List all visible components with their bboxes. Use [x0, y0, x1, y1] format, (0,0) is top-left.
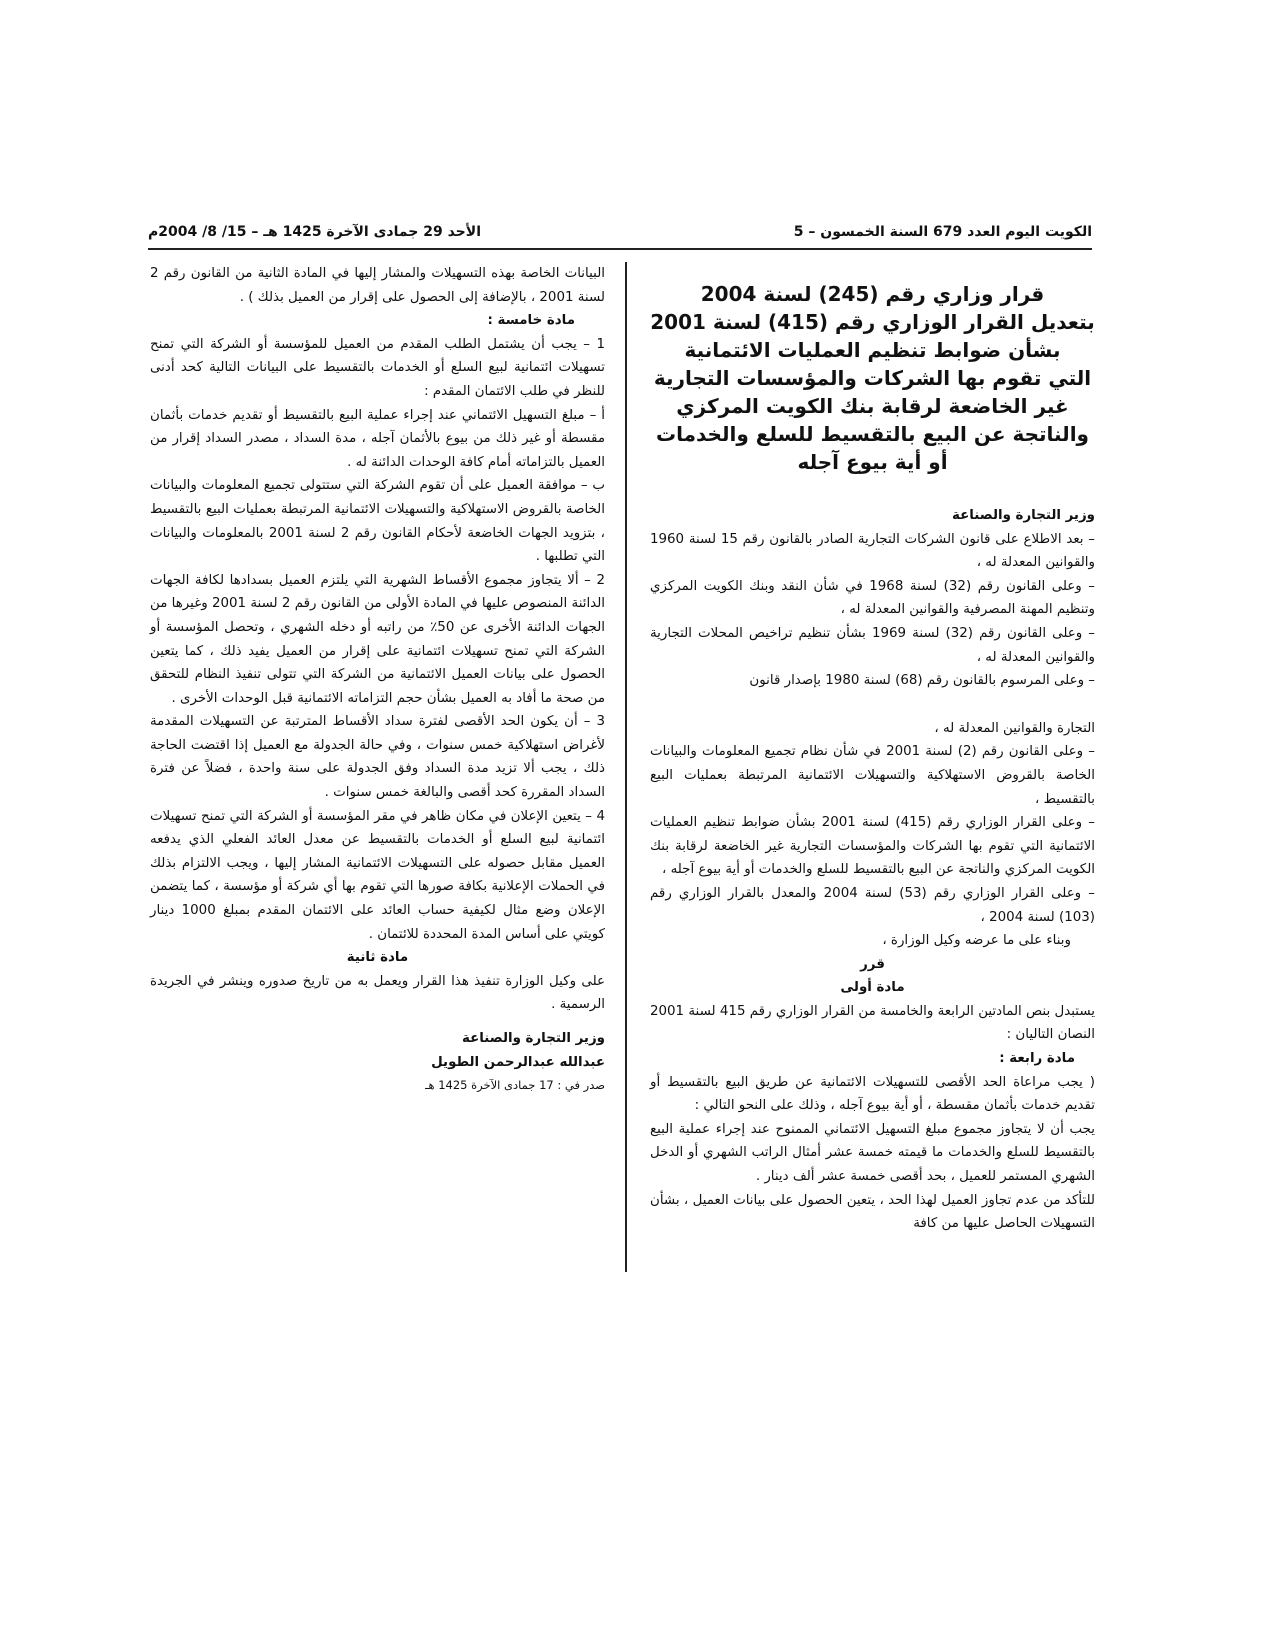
header-date: الأحد 29 جمادى الآخرة 1425 هـ – 15/ 8/ 2004م [148, 224, 481, 240]
preamble-clause: – وعلى القانون رقم (32) لسنة 1968 في شأن النقد وبنك الكويت المركزي وتنظيم المهنة المصرفية والقوانين المعدلة له ، [650, 578, 1095, 618]
decided-heading: قرر [860, 956, 885, 972]
clause-2: 2 – ألا يتجاوز مجموع الأقساط الشهرية التي يلتزم العميل بسدادها لكافة الجهات الدائنة المنصوص عليها في المادة الأولى من القانون رقم 2 لسنة 2001 وغيرها من الجهات الدائنة الأخرى عن 50٪ من راتبه أو دخله الشهري ، وتحصل المؤسسة أو الشركة التي تمنح تسهيلات ائتمانية على إقرار من العميل يفيد ذلك ، كما يتعين الحصول على بيانات العميل الائتمانية من الشركة التي تتولى تنفيذ النظام للتحقق من صحة ما أفاد به العميل بشأن حجم التزاماته الائتمانية قبل الوحدات الأخرى . [150, 572, 606, 706]
article-4-paragraph: للتأكد من عدم تجاوز العميل لهذا الحد ، يتعين الحصول على بيانات العميل ، بشأن التسهيلات الحاصل عليها من كافة [650, 1192, 1095, 1232]
left-column [150, 262, 605, 1098]
article-2-text: على وكيل الوزارة تنفيذ هذا القرار ويعمل به من تاريخ صدوره وينشر في الجريدة الرسمية . [150, 973, 605, 1013]
header-issue-info: الكويت اليوم العدد 679 السنة الخمسون – 5 [793, 224, 1092, 240]
header-divider [148, 248, 1092, 250]
signature-name: عبدالله عبدالرحمن الطويل [431, 1054, 605, 1070]
article-1-text: يستبدل بنص المادتين الرابعة والخامسة من القرار الوزاري رقم 415 لسنة 2001 النصان التاليان : [650, 1003, 1095, 1043]
preamble-clause: – وعلى القانون رقم (32) لسنة 1969 بشأن تنظيم تراخيص المحلات التجارية والقوانين المعدلة له ، [650, 625, 1095, 665]
clause-1: 1 – يجب أن يشتمل الطلب المقدم من العميل للمؤسسة أو الشركة التي تمنح تسهيلات ائتمانية لبيع السلع أو الخدمات بالتقسيط على البيانات التالية كحد أدنى للنظر في طلب الائتمان المقدم : [150, 336, 605, 399]
title-line: بشأن ضوابط تنظيم العمليات الائتمانية [684, 338, 1061, 362]
clause-1a: أ – مبلغ التسهيل الائتماني عند إجراء عملية البيع بالتقسيط أو تقديم خدمات بأثمان مقسطة أو غير ذلك من بيوع بالأثمان آجله ، مدة السداد ، مصدر السداد إقرار من العميل بالتزاماته أمام كافة الوحدات الدائنة له . [150, 407, 605, 470]
preamble-clause: – وعلى المرسوم بالقانون رقم (68) لسنة 1980 بإصدار قانون [749, 673, 1095, 689]
signature-title: وزير التجارة والصناعة [462, 1031, 605, 1046]
article-2-heading: مادة ثانية [346, 950, 409, 966]
minister-heading: وزير التجارة والصناعة [952, 508, 1095, 523]
issue-date: صدر في : 17 جمادى الآخرة 1425 هـ [425, 1078, 605, 1093]
title-line: قرار وزاري رقم (245) لسنة 2004 [700, 282, 1045, 306]
title-line: غير الخاضعة لرقابة بنك الكويت المركزي [676, 394, 1069, 418]
page-header [148, 220, 1092, 246]
title-line: أو أية بيوع آجله [797, 450, 948, 474]
preamble-clause: – وعلى القانون رقم (2) لسنة 2001 في شأن نظام تجميع المعلومات والبيانات الخاصة بالقروض الاستهلاكية والتسهيلات الائتمانية المرتبطة بعمليات البيع بالتقسيط ، [650, 744, 1095, 807]
preamble-clause: – وعلى القرار الوزاري رقم (53) لسنة 2004 والمعدل بالقرار الوزاري رقم (103) لسنة 2004 ، [650, 885, 1095, 925]
article-4-paragraph: يجب أن لا يتجاوز مجموع مبلغ التسهيل الائتماني الممنوح عند إجراء عملية البيع بالتقسيط للسلع والخدمات ما قيمته خمسة عشر أمثال الراتب الشهري أو الدخل الشهري المستمر للعميل ، بحد أقصى خمسة عشر ألف دينار . [650, 1121, 1095, 1185]
spacer [650, 693, 1095, 717]
article-4-heading: مادة رابعة : [999, 1051, 1075, 1067]
column-divider [625, 262, 627, 1272]
article-4-paragraph: ( يجب مراعاة الحد الأقصى للتسهيلات الائتمانية عن طريق البيع بالتقسيط أو تقديم خدمات بأثمان مقسطة ، أو أية بيوع آجله ، وذلك على النحو التالي : [650, 1074, 1095, 1114]
preamble-clause: – وعلى القرار الوزاري رقم (415) لسنة 2001 بشأن ضوابط تنظيم العمليات الائتمانية التي تقوم بها الشركات والمؤسسات التجارية غير الخاضعة لرقابة بنك الكويت المركزي والناتجة عن البيع بالتقسيط للسلع والخدمات أو أية بيوع آجله ، [650, 815, 1095, 878]
decree-title [650, 280, 1095, 476]
preamble-clause: وبناء على ما عرضه وكيل الوزارة ، [882, 933, 1071, 949]
title-line: بتعديل القرار الوزاري رقم (415) لسنة 2001 [650, 310, 1095, 334]
preamble-clause: – بعد الاطلاع على قانون الشركات التجارية الصادر بالقانون رقم 15 لسنة 1960 والقوانين المعدلة له ، [650, 531, 1095, 571]
title-line: والناتجة عن البيع بالتقسيط للسلع والخدمات [656, 422, 1089, 446]
article-5-heading: مادة خامسة : [487, 313, 575, 329]
continued-text: البيانات الخاصة بهذه التسهيلات والمشار إليها في المادة الثانية من القانون رقم 2 لسنة 2001 ، بالإضافة إلى الحصول على إقرار من العميل بذلك ) . [150, 266, 605, 305]
preamble-clause: التجارة والقوانين المعدلة له ، [934, 720, 1095, 736]
article-1-heading: مادة أولى [840, 980, 905, 996]
title-line: التي تقوم بها الشركات والمؤسسات التجارية [653, 366, 1092, 390]
clause-4: 4 – يتعين الإعلان في مكان ظاهر في مقر المؤسسة أو الشركة التي تمنح تسهيلات ائتمانية لبيع السلع أو الخدمات بالتقسيط عن معدل العائد الفعلي الذي يدفعه العميل مقابل حصوله على التسهيلات الائتمانية المشار إليها ، ويجب الالتزام بذلك في الحملات الإعلانية بكافة صورها التي تقوم بها أي شركة أو مؤسسة ، كما يتضمن الإعلان وضع مثال لكيفية حساب العائد على الائتمان المقدم بمبلغ 1000 دينار كويتي على أساس المدة المحددة للائتمان . [150, 808, 605, 942]
clause-1b: ب – موافقة العميل على أن تقوم الشركة التي ستتولى تجميع المعلومات والبيانات الخاصة بالقروض الاستهلاكية والتسهيلات الائتمانية المرتبطة بعمليات البيع بالتقسيط ، بتزويد الجهات الخاضعة لأحكام القانون رقم 2 لسنة 2001 بالمعلومات والبيانات التي تطلبها . [150, 478, 605, 565]
right-column [650, 262, 1095, 1236]
clause-3: 3 – أن يكون الحد الأقصى لفترة سداد الأقساط المترتبة عن التسهيلات المقدمة لأغراض استهلاكية خمس سنوات ، وفي حالة الجدولة مع العميل إذا اقتضت الحاجة ذلك ، يجب ألا تزيد مدة السداد وفق الجدولة على سنة واحدة ، فضلاً عن فترة السداد المقررة كحد أقصى والبالغة خمس سنوات . [150, 714, 605, 801]
